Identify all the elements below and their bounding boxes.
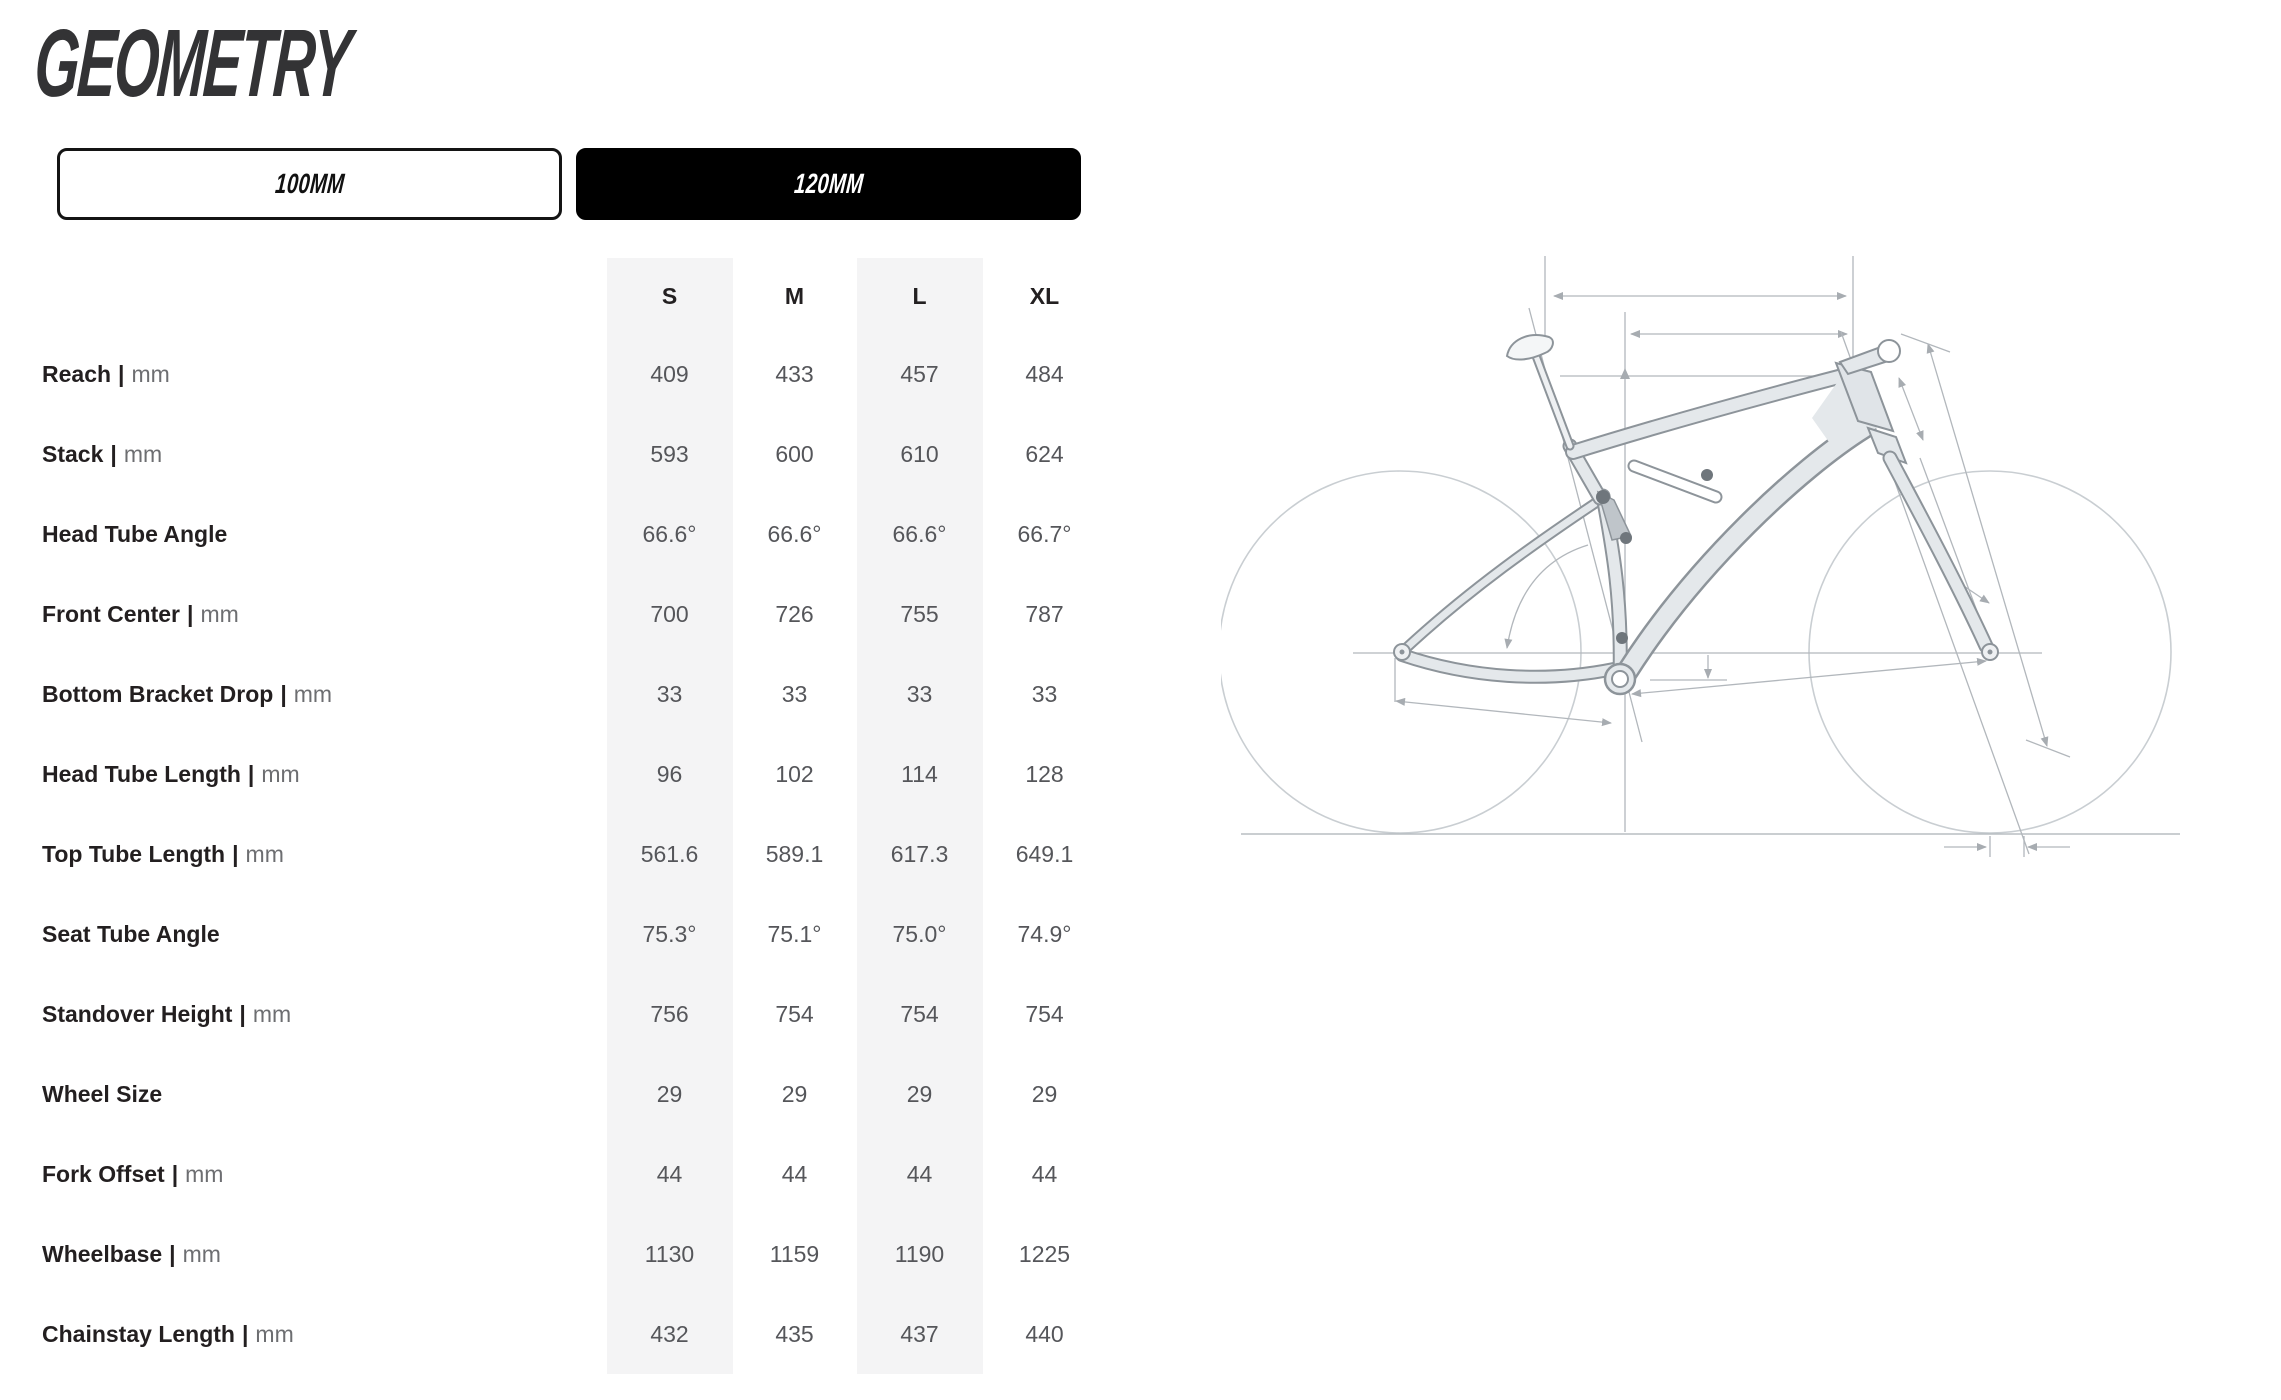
row-label-wheel-size: Wheel Size (42, 1080, 163, 1107)
cell-cs-l: 437 (900, 1320, 939, 1347)
row-label-head-tube-length: Head Tube Length | mm (42, 760, 300, 787)
cell-soh-xl: 754 (1025, 1000, 1064, 1027)
cell-sta-s: 75.3° (642, 920, 697, 947)
cell-wb-s: 1130 (644, 1240, 695, 1267)
cell-bbd-xl: 33 (1031, 680, 1058, 707)
cell-ws-s: 29 (656, 1080, 683, 1107)
cell-fo-m: 44 (781, 1160, 808, 1187)
cell-sta-m: 75.1° (767, 920, 822, 947)
cell-hta-s: 66.6° (642, 520, 697, 547)
wheels (1221, 471, 2171, 833)
cell-reach-s: 409 (650, 360, 689, 387)
cell-ws-m: 29 (781, 1080, 808, 1107)
header-empty (42, 258, 607, 334)
row-label-reach: Reach | mm (42, 360, 170, 387)
row-label-wheelbase: Wheelbase | mm (42, 1240, 221, 1267)
row-label-top-tube-length: Top Tube Length | mm (42, 840, 284, 867)
column-header-xl: XL (1029, 282, 1060, 309)
cell-stack-l: 610 (900, 440, 939, 467)
cell-wb-l: 1190 (894, 1240, 945, 1267)
cell-htl-s: 96 (656, 760, 683, 787)
column-header-s: S (661, 282, 678, 309)
cell-htl-m: 102 (775, 760, 814, 787)
column-header-l: L (912, 282, 927, 309)
cell-fo-l: 44 (906, 1160, 933, 1187)
row-label-stack: Stack | mm (42, 440, 163, 467)
cell-stack-s: 593 (650, 440, 689, 467)
cell-ttl-l: 617.3 (890, 840, 949, 867)
row-label-standover-height: Standover Height | mm (42, 1000, 292, 1027)
cell-reach-m: 433 (775, 360, 814, 387)
cell-fc-s: 700 (650, 600, 689, 627)
geometry-table (42, 258, 1107, 1374)
travel-tabs (57, 148, 1081, 220)
cell-stack-xl: 624 (1025, 440, 1064, 467)
bike-geometry-diagram (1221, 180, 2281, 940)
cell-soh-s: 756 (650, 1000, 689, 1027)
cell-bbd-s: 33 (656, 680, 683, 707)
cell-ws-xl: 29 (1031, 1080, 1058, 1107)
cell-soh-m: 754 (775, 1000, 814, 1027)
tab-100mm[interactable] (57, 148, 562, 220)
tab-120mm[interactable] (576, 148, 1081, 220)
cell-reach-xl: 484 (1025, 360, 1064, 387)
cell-stack-m: 600 (775, 440, 814, 467)
row-label-fork-offset: Fork Offset | mm (42, 1160, 224, 1187)
cell-sta-xl: 74.9° (1017, 920, 1072, 947)
cell-cs-m: 435 (775, 1320, 814, 1347)
cell-ttl-xl: 649.1 (1015, 840, 1074, 867)
cell-ws-l: 29 (906, 1080, 933, 1107)
column-header-m: M (784, 282, 805, 309)
tab-120mm-label: 120MM (792, 168, 865, 199)
row-label-head-tube-angle: Head Tube Angle (42, 520, 228, 547)
cell-fc-xl: 787 (1025, 600, 1064, 627)
tab-100mm-label: 100MM (273, 168, 346, 199)
cell-hta-m: 66.6° (767, 520, 822, 547)
cell-cs-xl: 440 (1025, 1320, 1064, 1347)
saddle (1507, 335, 1553, 359)
row-label-front-center: Front Center | mm (42, 600, 239, 627)
page-title: GEOMETRY (31, 10, 353, 117)
row-label-bb-drop: Bottom Bracket Drop | mm (42, 680, 333, 707)
cell-hta-xl: 66.7° (1017, 520, 1072, 547)
cell-bbd-m: 33 (781, 680, 808, 707)
cell-ttl-m: 589.1 (765, 840, 824, 867)
cell-wb-xl: 1225 (1018, 1240, 1071, 1267)
shock-mount (1701, 469, 1713, 481)
cell-bbd-l: 33 (906, 680, 933, 707)
cell-htl-l: 114 (901, 760, 938, 787)
cell-cs-s: 432 (650, 1320, 689, 1347)
cell-fo-xl: 44 (1031, 1160, 1058, 1187)
cell-wb-m: 1159 (769, 1240, 820, 1267)
cell-fc-l: 755 (900, 600, 939, 627)
cell-htl-xl: 128 (1025, 760, 1064, 787)
handlebar (1878, 340, 1900, 362)
cell-hta-l: 66.6° (892, 520, 947, 547)
cell-soh-l: 754 (900, 1000, 939, 1027)
row-label-seat-tube-angle: Seat Tube Angle (42, 920, 220, 947)
cell-fc-m: 726 (775, 600, 814, 627)
cell-ttl-s: 561.6 (640, 840, 699, 867)
cell-sta-l: 75.0° (892, 920, 947, 947)
cell-reach-l: 457 (900, 360, 939, 387)
cell-fo-s: 44 (656, 1160, 683, 1187)
row-label-chainstay-length: Chainstay Length | mm (42, 1320, 294, 1347)
